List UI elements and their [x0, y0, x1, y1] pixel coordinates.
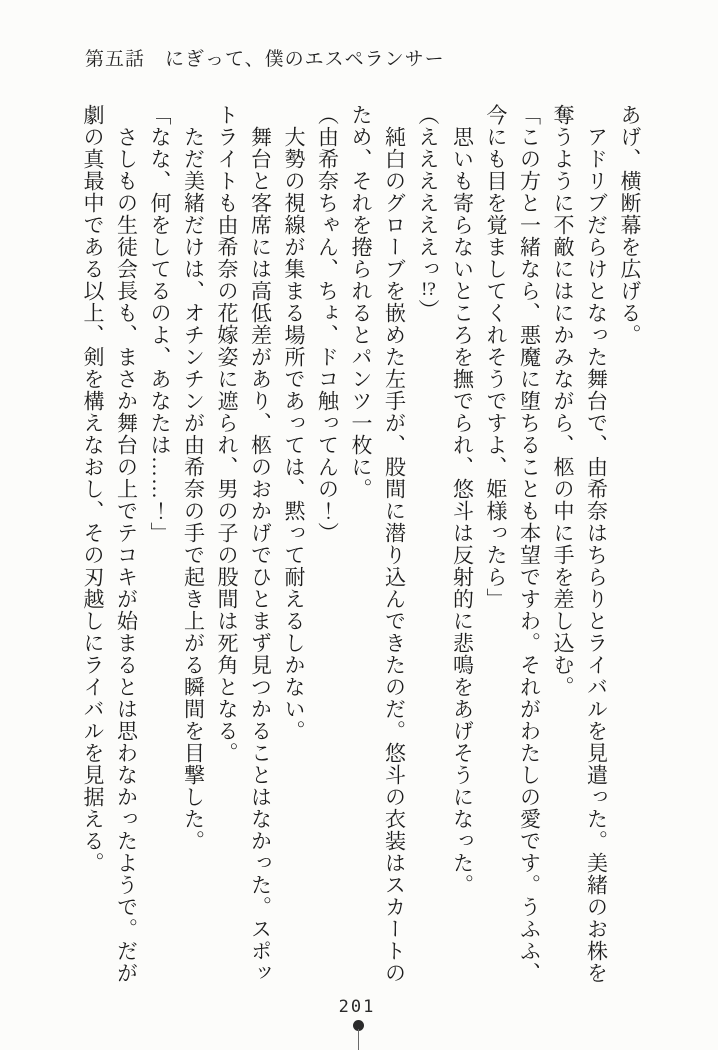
center-dot-mark-stem	[358, 1029, 359, 1050]
text-line: 大勢の視線が集まる場所であっては、黙って耐えるしかない。	[282, 126, 306, 742]
text-line: ため、それを捲られるとパンツ一枚に。	[349, 104, 373, 500]
text-line: 純白のグローブを嵌めた左手が、股間に潜り込んできたのだ。悠斗の衣装はスカートの	[382, 126, 407, 984]
text-line: ただ美緒だけは、オチンチンが由希奈の手で起き上がる瞬間を目撃した。	[181, 126, 206, 852]
text-line: （ええええええっ!?）	[416, 104, 440, 321]
text-line: アドリブだらけとなった舞台で、由希奈はちらりとライバルを見遣った。美緒のお株を	[584, 126, 609, 984]
text-line: 今にも目を覚ましてくれそうですよ、姫様ったら」	[484, 104, 508, 610]
text-line: 思いも寄らないところを撫でられ、悠斗は反射的に悲鳴をあげそうになった。	[450, 126, 475, 896]
text-line: 舞台と客席には高低差があり、柩のおかげでひとまず見つかることはなかった。スポッ	[248, 126, 273, 984]
text-line: 「この方と一緒なら、悪魔に堕ちることも本望ですわ。それがわたしの愛です。うふふ、	[517, 104, 542, 984]
text-line: 劇の真最中である以上、剣を構えなおし、その刃越しにライバルを見据える。	[81, 104, 105, 874]
text-line: （由希奈ちゃん、ちょ、ドコ触ってんの！）	[315, 104, 340, 544]
chapter-header: 第五話 にぎって、僕のエスペランサー	[85, 49, 445, 70]
body-text-column-container	[76, 104, 647, 1014]
text-line: トライトも由希奈の花嫁姿に遮られ、男の子の股間は死角となる。	[215, 104, 239, 764]
page-number: 201	[338, 997, 376, 1017]
text-line: 奪うように不敵にはにかみながら、柩の中に手を差し込む。	[551, 104, 575, 698]
tate-chu-yoko: !?	[421, 280, 436, 299]
text-line: さしもの生徒会長も、まさか舞台の上でテコキが始まるとは思わなかったようで。だが	[114, 126, 139, 984]
text-line: あげ、横断幕を広げる。	[618, 104, 642, 346]
text-line: 「なな、何をしてるのよ、あなたは……！」	[148, 104, 172, 544]
